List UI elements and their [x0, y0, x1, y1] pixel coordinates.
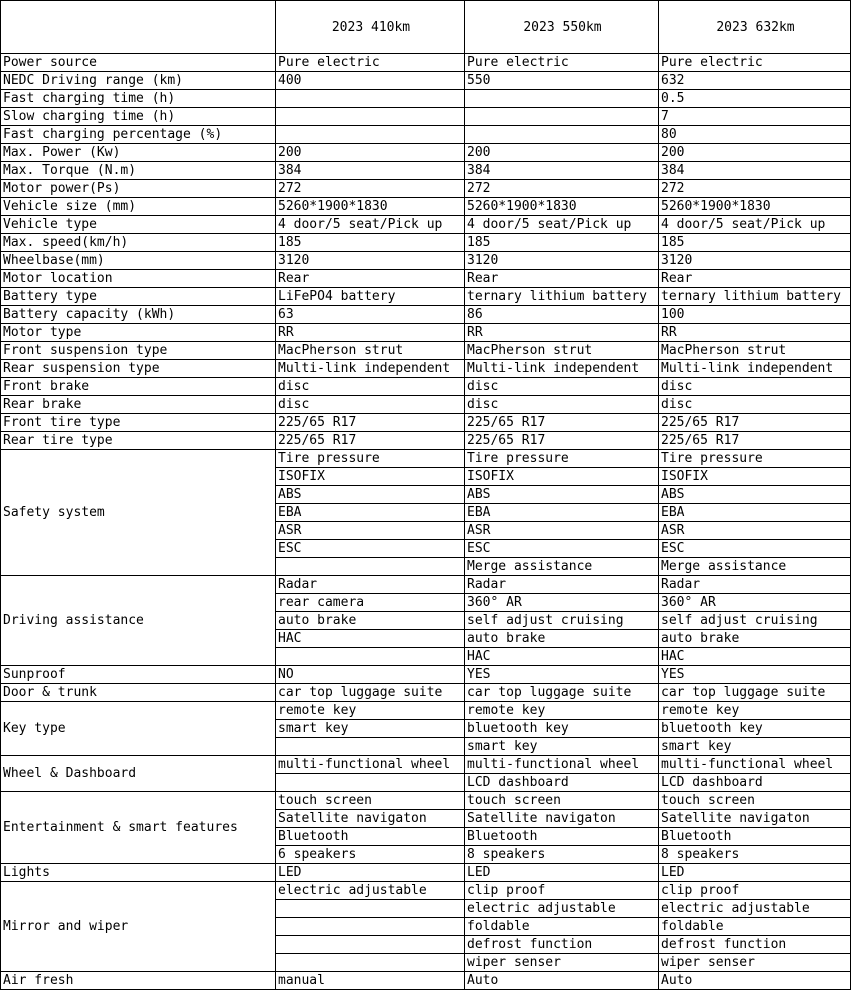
spec-value: LED — [276, 864, 465, 882]
spec-value: touch screen — [465, 792, 659, 810]
spec-value: Tire pressure — [465, 450, 659, 468]
spec-value: 225/65 R17 — [276, 414, 465, 432]
spec-value: multi-functional wheel — [465, 756, 659, 774]
spec-value: 272 — [465, 180, 659, 198]
spec-label: Max. speed(km/h) — [1, 234, 276, 252]
spec-value: auto brake — [465, 630, 659, 648]
spec-label: Safety system — [1, 450, 276, 576]
spec-value: 185 — [465, 234, 659, 252]
spec-value: smart key — [276, 720, 465, 738]
spec-value: 100 — [659, 306, 851, 324]
spec-value: 225/65 R17 — [659, 432, 851, 450]
spec-value: disc — [659, 396, 851, 414]
spec-subrow — [1, 792, 851, 810]
spec-value — [276, 126, 465, 144]
spec-value: 384 — [465, 162, 659, 180]
spec-value: 225/65 R17 — [465, 432, 659, 450]
spec-row — [1, 324, 851, 342]
spec-value — [276, 936, 465, 954]
spec-value: rear camera — [276, 594, 465, 612]
spec-value — [276, 918, 465, 936]
spec-row — [1, 684, 851, 702]
spec-value: 5260*1900*1830 — [659, 198, 851, 216]
spec-table-body — [1, 54, 851, 990]
spec-value: 4 door/5 seat/Pick up — [659, 216, 851, 234]
spec-value: remote key — [659, 702, 851, 720]
spec-value: 360° AR — [465, 594, 659, 612]
spec-value: 185 — [659, 234, 851, 252]
spec-value: RR — [465, 324, 659, 342]
spec-row — [1, 54, 851, 72]
spec-value: clip proof — [465, 882, 659, 900]
spec-value: 272 — [659, 180, 851, 198]
spec-label: Front brake — [1, 378, 276, 396]
spec-value: 400 — [276, 72, 465, 90]
spec-value — [465, 108, 659, 126]
spec-value: 5260*1900*1830 — [276, 198, 465, 216]
spec-row — [1, 396, 851, 414]
spec-value: bluetooth key — [659, 720, 851, 738]
spec-row — [1, 162, 851, 180]
spec-row — [1, 216, 851, 234]
spec-value: Merge assistance — [465, 558, 659, 576]
spec-label: Front tire type — [1, 414, 276, 432]
spec-label: Mirror and wiper — [1, 882, 276, 972]
spec-value: disc — [465, 396, 659, 414]
spec-row — [1, 90, 851, 108]
spec-value: disc — [659, 378, 851, 396]
spec-row — [1, 72, 851, 90]
spec-value: EBA — [276, 504, 465, 522]
spec-value — [276, 108, 465, 126]
spec-value: ESC — [659, 540, 851, 558]
spec-value: car top luggage suite — [465, 684, 659, 702]
spec-label: Vehicle size (mm) — [1, 198, 276, 216]
spec-value: Satellite navigaton — [465, 810, 659, 828]
spec-value: wiper senser — [659, 954, 851, 972]
spec-value: ISOFIX — [659, 468, 851, 486]
spec-label: Max. Torque (N.m) — [1, 162, 276, 180]
spec-row — [1, 864, 851, 882]
spec-label: NEDC Driving range (km) — [1, 72, 276, 90]
spec-row — [1, 180, 851, 198]
spec-value: car top luggage suite — [659, 684, 851, 702]
spec-value: ESC — [465, 540, 659, 558]
spec-label: Wheelbase(mm) — [1, 252, 276, 270]
spec-value: 384 — [276, 162, 465, 180]
spec-value: clip proof — [659, 882, 851, 900]
column-header: 2023 632km — [659, 1, 851, 54]
spec-value: YES — [465, 666, 659, 684]
spec-value: 3120 — [465, 252, 659, 270]
spec-label: Wheel & Dashboard — [1, 756, 276, 792]
spec-row — [1, 126, 851, 144]
spec-value: RR — [276, 324, 465, 342]
header-row — [1, 1, 851, 54]
spec-value: multi-functional wheel — [276, 756, 465, 774]
spec-value: 200 — [659, 144, 851, 162]
spec-label: Rear tire type — [1, 432, 276, 450]
spec-label: Fast charging percentage (%) — [1, 126, 276, 144]
spec-value: 0.5 — [659, 90, 851, 108]
spec-value: Pure electric — [465, 54, 659, 72]
spec-value: 8 speakers — [659, 846, 851, 864]
spec-label: Driving assistance — [1, 576, 276, 666]
spec-value: ternary lithium battery — [465, 288, 659, 306]
spec-label: Front suspension type — [1, 342, 276, 360]
spec-value: Multi-link independent — [276, 360, 465, 378]
spec-value: Tire pressure — [659, 450, 851, 468]
spec-value: 86 — [465, 306, 659, 324]
spec-value: ESC — [276, 540, 465, 558]
spec-value: ASR — [659, 522, 851, 540]
spec-value: 6 speakers — [276, 846, 465, 864]
spec-value: Merge assistance — [659, 558, 851, 576]
spec-label: Power source — [1, 54, 276, 72]
spec-label: Entertainment & smart features — [1, 792, 276, 864]
spec-value — [276, 738, 465, 756]
spec-value: ISOFIX — [465, 468, 659, 486]
spec-value: wiper senser — [465, 954, 659, 972]
spec-value: Bluetooth — [276, 828, 465, 846]
spec-value: 4 door/5 seat/Pick up — [465, 216, 659, 234]
spec-value: 200 — [465, 144, 659, 162]
spec-value: 384 — [659, 162, 851, 180]
spec-row — [1, 342, 851, 360]
spec-value: disc — [276, 396, 465, 414]
spec-value: Pure electric — [659, 54, 851, 72]
spec-label: Motor location — [1, 270, 276, 288]
spec-value — [276, 900, 465, 918]
spec-value: Auto — [659, 972, 851, 990]
spec-value: multi-functional wheel — [659, 756, 851, 774]
spec-value: ISOFIX — [276, 468, 465, 486]
spec-value: electric adjustable — [465, 900, 659, 918]
spec-label: Rear brake — [1, 396, 276, 414]
spec-label: Motor power(Ps) — [1, 180, 276, 198]
header-corner-cell — [1, 1, 276, 54]
spec-value: 360° AR — [659, 594, 851, 612]
spec-value: Radar — [465, 576, 659, 594]
spec-value — [276, 774, 465, 792]
spec-label: Motor type — [1, 324, 276, 342]
spec-value: Bluetooth — [465, 828, 659, 846]
spec-row — [1, 198, 851, 216]
spec-subrow — [1, 702, 851, 720]
spec-label: Battery type — [1, 288, 276, 306]
spec-value: remote key — [465, 702, 659, 720]
spec-value: smart key — [659, 738, 851, 756]
spec-value: Pure electric — [276, 54, 465, 72]
spec-label: Battery capacity (kWh) — [1, 306, 276, 324]
spec-value: 8 speakers — [465, 846, 659, 864]
spec-value: auto brake — [659, 630, 851, 648]
spec-value: self adjust cruising — [465, 612, 659, 630]
spec-value: MacPherson strut — [276, 342, 465, 360]
spec-label: Max. Power (Kw) — [1, 144, 276, 162]
spec-value — [276, 90, 465, 108]
spec-value: YES — [659, 666, 851, 684]
spec-value: Radar — [276, 576, 465, 594]
spec-row — [1, 288, 851, 306]
spec-value — [276, 648, 465, 666]
spec-value: touch screen — [659, 792, 851, 810]
spec-value: Satellite navigaton — [659, 810, 851, 828]
spec-value — [465, 90, 659, 108]
spec-value: smart key — [465, 738, 659, 756]
spec-value: foldable — [659, 918, 851, 936]
spec-value: self adjust cruising — [659, 612, 851, 630]
spec-value: Bluetooth — [659, 828, 851, 846]
spec-value: car top luggage suite — [276, 684, 465, 702]
spec-value: 63 — [276, 306, 465, 324]
spec-value: ABS — [276, 486, 465, 504]
spec-value: 4 door/5 seat/Pick up — [276, 216, 465, 234]
spec-value: remote key — [276, 702, 465, 720]
spec-value: HAC — [465, 648, 659, 666]
spec-value: Rear — [659, 270, 851, 288]
spec-row — [1, 378, 851, 396]
spec-value: 185 — [276, 234, 465, 252]
spec-label: Slow charging time (h) — [1, 108, 276, 126]
spec-value: 200 — [276, 144, 465, 162]
spec-row — [1, 972, 851, 990]
spec-value: 7 — [659, 108, 851, 126]
spec-label: Sunproof — [1, 666, 276, 684]
spec-value: 225/65 R17 — [465, 414, 659, 432]
spec-row — [1, 252, 851, 270]
column-header: 2023 410km — [276, 1, 465, 54]
spec-value: disc — [276, 378, 465, 396]
spec-value: touch screen — [276, 792, 465, 810]
spec-row — [1, 108, 851, 126]
spec-value: ABS — [659, 486, 851, 504]
spec-label: Lights — [1, 864, 276, 882]
spec-value: 5260*1900*1830 — [465, 198, 659, 216]
spec-value: RR — [659, 324, 851, 342]
spec-value: HAC — [276, 630, 465, 648]
spec-value: 80 — [659, 126, 851, 144]
spec-value: Multi-link independent — [465, 360, 659, 378]
spec-value: Rear — [465, 270, 659, 288]
spec-value: ASR — [465, 522, 659, 540]
spec-label: Door & trunk — [1, 684, 276, 702]
spec-value: ABS — [465, 486, 659, 504]
spec-label: Fast charging time (h) — [1, 90, 276, 108]
spec-value: ternary lithium battery — [659, 288, 851, 306]
spec-label: Air fresh — [1, 972, 276, 990]
spec-subrow — [1, 882, 851, 900]
spec-value: 225/65 R17 — [659, 414, 851, 432]
spec-subrow — [1, 576, 851, 594]
spec-row — [1, 234, 851, 252]
spec-value: defrost function — [465, 936, 659, 954]
spec-row — [1, 666, 851, 684]
spec-value: MacPherson strut — [659, 342, 851, 360]
spec-value: Rear — [276, 270, 465, 288]
spec-value: Auto — [465, 972, 659, 990]
spec-value: 3120 — [659, 252, 851, 270]
spec-label: Key type — [1, 702, 276, 756]
spec-value: auto brake — [276, 612, 465, 630]
spec-value: LED — [659, 864, 851, 882]
spec-value: EBA — [659, 504, 851, 522]
spec-row — [1, 360, 851, 378]
spec-value: Multi-link independent — [659, 360, 851, 378]
spec-value: ASR — [276, 522, 465, 540]
spec-subrow — [1, 450, 851, 468]
spec-row — [1, 432, 851, 450]
spec-value: LiFePO4 battery — [276, 288, 465, 306]
spec-value: NO — [276, 666, 465, 684]
spec-value: 3120 — [276, 252, 465, 270]
spec-value: electric adjustable — [276, 882, 465, 900]
spec-value: HAC — [659, 648, 851, 666]
spec-value — [276, 558, 465, 576]
spec-row — [1, 414, 851, 432]
spec-value: defrost function — [659, 936, 851, 954]
spec-value — [465, 126, 659, 144]
spec-value: EBA — [465, 504, 659, 522]
column-header: 2023 550km — [465, 1, 659, 54]
spec-value: LED — [465, 864, 659, 882]
spec-value: electric adjustable — [659, 900, 851, 918]
spec-value: 272 — [276, 180, 465, 198]
spec-value: disc — [465, 378, 659, 396]
spec-value: manual — [276, 972, 465, 990]
spec-value: Radar — [659, 576, 851, 594]
spec-value: LCD dashboard — [659, 774, 851, 792]
spec-value: bluetooth key — [465, 720, 659, 738]
spec-value: 632 — [659, 72, 851, 90]
spec-row — [1, 144, 851, 162]
spec-label: Rear suspension type — [1, 360, 276, 378]
spec-value: foldable — [465, 918, 659, 936]
spec-row — [1, 306, 851, 324]
spec-value: LCD dashboard — [465, 774, 659, 792]
spec-value — [276, 954, 465, 972]
spec-value: MacPherson strut — [465, 342, 659, 360]
spec-value: Tire pressure — [276, 450, 465, 468]
spec-value: Satellite navigaton — [276, 810, 465, 828]
spec-subrow — [1, 756, 851, 774]
spec-value: 550 — [465, 72, 659, 90]
spec-value: 225/65 R17 — [276, 432, 465, 450]
spec-label: Vehicle type — [1, 216, 276, 234]
spec-row — [1, 270, 851, 288]
